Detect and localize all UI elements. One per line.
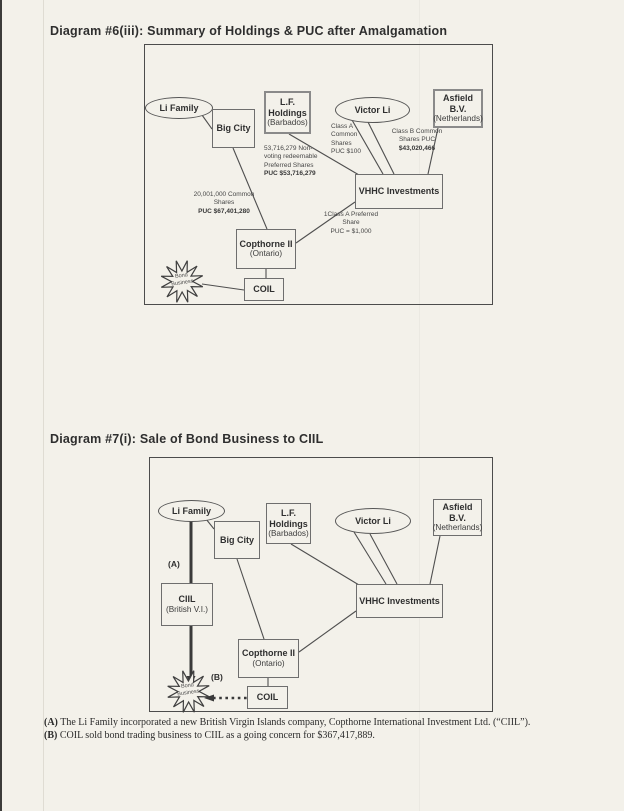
diagram1-title: Diagram #6(iii): Summary of Holdings & PUC after Amalgamation xyxy=(50,24,448,38)
connector-bigcity-copthorne xyxy=(237,559,264,639)
footnote-a xyxy=(44,716,584,729)
diagram2-frame xyxy=(149,457,493,712)
node-big-city xyxy=(212,109,255,148)
label-class-b-shares xyxy=(386,128,448,153)
connector-vhhc-copthorne xyxy=(299,611,356,652)
connector-bigcity-copthorne xyxy=(233,148,267,229)
label-text: 20,001,000 Common Shares xyxy=(193,191,255,207)
node-label: L.F. Holdings xyxy=(268,97,307,118)
node-label: CIIL xyxy=(178,594,196,605)
footnote-b-text: COIL sold bond trading business to CIIL as a going concern for $367,417,889. xyxy=(59,730,375,742)
node-big-city xyxy=(214,521,260,559)
label-puc: $43,020,466 xyxy=(398,144,436,152)
node-copthorne-ii xyxy=(238,639,299,678)
node-coil xyxy=(247,686,288,709)
node-li-family xyxy=(145,97,213,119)
node-label: Asfield B.V. xyxy=(442,93,473,114)
node-label: Victor Li xyxy=(354,104,391,115)
label-puc: PUC = $1,000 xyxy=(330,227,372,235)
node-label: COIL xyxy=(256,692,279,703)
page-left-edge-line xyxy=(0,0,2,811)
diagram1-frame xyxy=(144,44,493,305)
node-victor-li xyxy=(335,508,411,534)
business-word: Business xyxy=(176,688,200,698)
node-vhhc-investments xyxy=(356,584,443,618)
label-text: 53,716,279 Non-voting redeemable Preferred Shares xyxy=(264,145,318,169)
node-label: L.F. Holdings xyxy=(269,508,308,529)
connector-asfield-vhhc xyxy=(430,536,440,584)
node-sublabel: (Ontario) xyxy=(252,658,285,668)
node-label: VHHC Investments xyxy=(359,595,440,606)
connector-coil-bond xyxy=(202,284,244,290)
node-sublabel: (Netherlands) xyxy=(432,523,483,533)
node-sublabel: (Ontario) xyxy=(249,249,283,259)
label-text: Class B Common Shares PUC xyxy=(391,128,443,144)
step-label-b: (B) xyxy=(211,672,223,682)
business-word: Business xyxy=(170,278,194,288)
label-class-a-shares xyxy=(331,123,369,156)
bond-word: Bond xyxy=(174,272,189,280)
node-sublabel: (Barbados) xyxy=(267,118,308,128)
label-common-shares xyxy=(191,191,257,216)
node-label: VHHC Investments xyxy=(358,186,440,197)
node-sublabel: (Netherlands) xyxy=(433,114,483,124)
node-ciil xyxy=(161,583,213,626)
footnotes xyxy=(44,716,584,742)
node-sublabel: (British V.I.) xyxy=(165,604,208,614)
connector-lifamily-bigcity xyxy=(202,115,212,129)
footnote-b-prefix: (B) xyxy=(44,730,58,742)
node-lf-holdings xyxy=(264,91,311,134)
node-asfield-bv xyxy=(433,89,483,128)
label-text: Class A Common Shares xyxy=(331,123,358,147)
node-label: Big City xyxy=(219,534,254,545)
node-copthorne-ii xyxy=(236,229,296,269)
node-label: Asfield B.V. xyxy=(442,502,473,523)
node-asfield-bv xyxy=(433,499,482,536)
connector-victor-vhhc-2 xyxy=(370,534,397,584)
footnote-a-text: The Li Family incorporated a new British Virgin Islands company, Copthorne International Investment Ltd. (“CIIL”). xyxy=(60,717,531,728)
node-lf-holdings xyxy=(266,503,311,544)
footnote-a-prefix: (A) xyxy=(44,717,58,728)
scan-crease-line-left xyxy=(43,0,44,811)
node-label: Li Family xyxy=(171,505,211,516)
node-label: COIL xyxy=(253,284,275,295)
node-vhhc-investments xyxy=(355,174,443,209)
node-label: Li Family xyxy=(159,102,199,113)
step-label-a: (A) xyxy=(168,559,180,569)
connector-lfholdings-vhhc xyxy=(291,544,359,585)
label-preferred-share-class-a xyxy=(321,211,381,236)
footnote-b xyxy=(44,729,584,742)
node-victor-li xyxy=(335,97,410,123)
label-text: 1Class A Preferred Share xyxy=(323,211,379,227)
node-sublabel: (Barbados) xyxy=(268,529,309,539)
node-coil xyxy=(244,278,284,301)
bond-word: Bond xyxy=(180,682,195,690)
connector-victor-vhhc-1 xyxy=(354,532,386,584)
label-puc: PUC $53,716,279 xyxy=(264,169,316,177)
node-label: Copthorne II xyxy=(242,648,295,659)
label-puc: PUC $67,401,280 xyxy=(198,207,250,215)
label-preferred-shares xyxy=(264,145,328,178)
node-label: Copthorne II xyxy=(239,238,293,249)
node-li-family xyxy=(158,500,225,522)
diagram2-title: Diagram #7(i): Sale of Bond Business to CIIL xyxy=(50,432,324,446)
node-label: Big City xyxy=(216,123,251,134)
label-puc: PUC $100 xyxy=(331,147,361,155)
node-label: Victor Li xyxy=(355,515,391,526)
